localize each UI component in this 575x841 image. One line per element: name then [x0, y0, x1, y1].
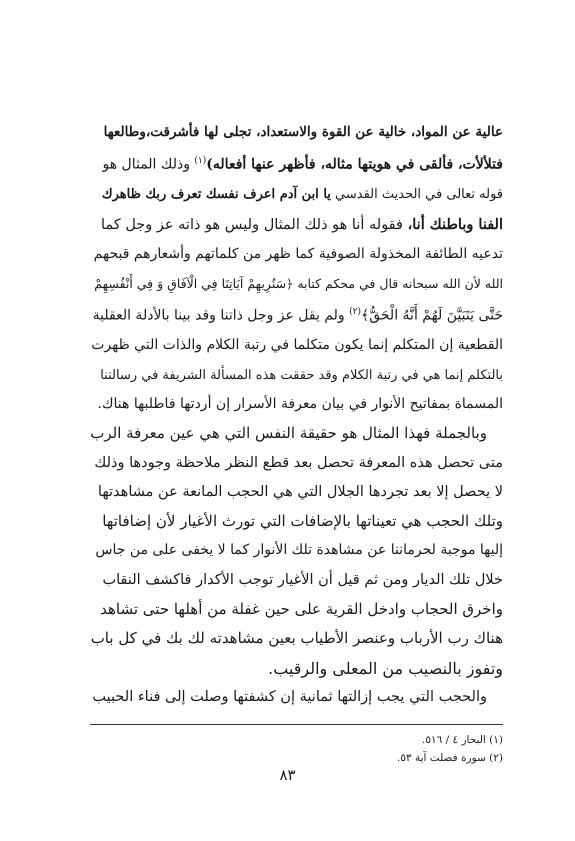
footnote-separator: [90, 724, 503, 725]
text-run: حَتَّى يَتَبَيَّنَ لَهُمْ أَنَّهُ الْحَقُّ﴾: [361, 308, 503, 325]
text-line: [90, 390, 503, 419]
bold-text-run: الفنا وباطنك أنا،: [407, 215, 503, 233]
text-line: [90, 298, 503, 331]
text-run: متى تحصل هذه المعرفة تحصل بعد قطع النظر ملاحظة وجودها وذلك: [94, 454, 503, 471]
text-line: [90, 419, 503, 448]
footnote-2: (٢) سورة فصلت آية ٥٣.: [397, 752, 503, 765]
text-run: والحجب التي يجب إزالتها ثمانية إن كشفتها وصلت إلى فناء الحبيب: [92, 688, 487, 705]
text-run: الله لأن الله سبحانه قال في محكم كتابه ﴿سَنُرِيهِمْ آيَاتِنَا فِي الْآفَاقِ وَ فِي أَنْفُسِهِمْ: [94, 276, 503, 292]
text-run: وبالجملة فهذا المثال هو حقيقة النفس التي هي عين معرفة الرب: [90, 424, 487, 443]
bold-text-run: يا ابن آدم اعرف نفسك تعرف ربك ظاهرك: [101, 187, 331, 203]
text-line: [90, 118, 503, 147]
text-line: [90, 595, 503, 624]
text-run: وذلك المثال هو: [102, 156, 195, 173]
text-run: قوله تعالى في الحديث القدسي: [330, 187, 503, 203]
text-line: [90, 361, 503, 390]
footnote-1: (١) البحار ٤ / ٥١٦.: [422, 734, 503, 747]
text-line: [90, 507, 503, 536]
text-line: [90, 269, 503, 298]
footnotes: [90, 731, 503, 767]
text-run: المسماة بمفاتيح الأنوار في بيان معرفة الأسرار إن أردتها فاطلبها هناك.: [97, 395, 503, 412]
bold-text-run: فتلألأت، فألقى في هويتها مثاله، فأظهر عنها أفعاله): [206, 156, 503, 173]
text-line: [90, 683, 503, 712]
text-run: بالتكلم إنما هي في رتبة الكلام وقد حققت هذه المسألة الشريفة في رسالتنا: [100, 367, 503, 383]
text-run: القطعية إن المتكلم إنما يكون متكلما في رتبة الكلام والذات التي ظهرت: [91, 337, 503, 354]
text-run: هناك رب الأرباب وعنصر الأطياب بعين مشاهدته لك بك في كل باب: [90, 629, 503, 648]
text-line: [90, 654, 503, 683]
page: [90, 118, 503, 808]
text-run: خلال تلك الديار ومن ثم قيل أن الأغيار توجب الأكدار فاكشف النقاب: [102, 571, 503, 588]
text-run: لا يحصل إلا بعد تجردها الجلال التي هي الحجب المانعة عن مشاهدتها: [97, 483, 503, 500]
text-run: ولم يقل عز وجل ذاتنا وقد بينا بالأدلة العقلية: [92, 308, 350, 325]
footnote-marker: (١): [194, 156, 207, 167]
bold-text-run: عالية عن المواد، خالية عن القوة والاستعداد، تجلى لها فأشرقت،وطالعها: [103, 124, 503, 140]
text-line: [90, 180, 503, 209]
text-run: فقوله أنا هو ذلك المثال وليس هو ذاته عز وجل كما: [101, 216, 408, 233]
text-run: إليها موجبة لحرماننا عن مشاهدة تلك الأنوار كما لا يخفى على من جاس: [95, 542, 503, 559]
footnote-marker: (٢): [349, 307, 362, 318]
text-run: وتلك الحجب هي تعيناتها بالإضافات التي تورث الأغيار لأن إضافاتها: [102, 512, 503, 531]
body-text: [90, 118, 503, 712]
text-line: [90, 478, 503, 507]
page-number: ٨٣: [279, 766, 296, 784]
text-line: [90, 449, 503, 478]
text-run: تدعيه الطائفة المخذولة الصوفية كما ظهر من كلماتهم وأشعارهم قبحهم: [93, 245, 503, 262]
text-line: [90, 536, 503, 565]
text-line: [90, 331, 503, 360]
text-line: [90, 566, 503, 595]
text-run: واخرق الحجاب وادخل القرية على حين غفلة من أهلها حتى تشاهد: [100, 600, 503, 619]
text-run: وتفوز بالنصيب من المعلى والرقيب.: [268, 658, 503, 678]
text-line: [90, 147, 503, 180]
text-line: [90, 240, 503, 269]
text-line: [90, 210, 503, 240]
text-line: [90, 624, 503, 653]
